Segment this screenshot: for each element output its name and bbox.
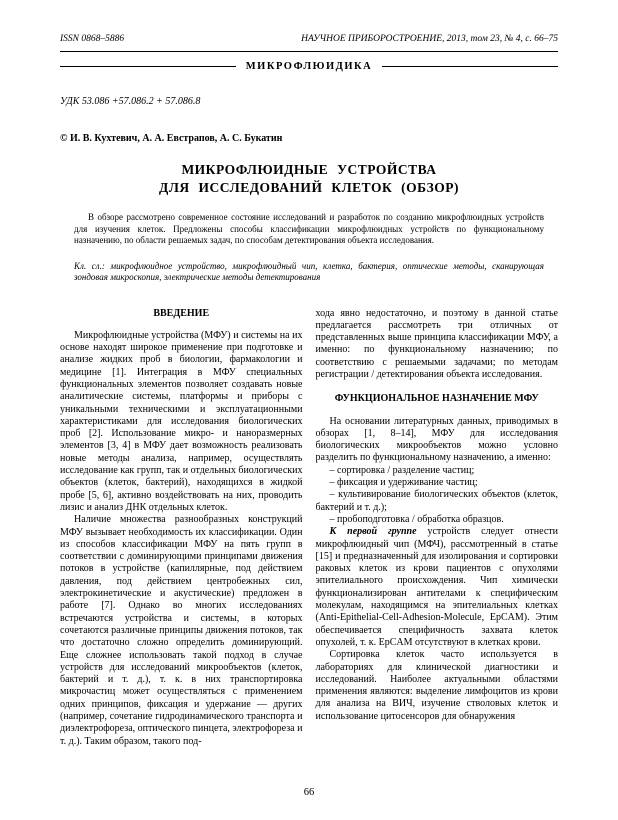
first-group-paragraph	[316, 526, 559, 649]
functional-purpose-heading: ФУНКЦИОНАЛЬНОЕ НАЗНАЧЕНИЕ МФУ	[334, 393, 539, 405]
content-columns	[60, 308, 558, 748]
classification-paragraph: На основании литературных данных, приводимых в обзорах [1, 8–14], МФУ для исследования биологических микрообъектов можно условно разделить по функциональному назначению, а именно:	[315, 415, 558, 464]
banner-rule-right	[382, 66, 558, 67]
right-column	[316, 308, 559, 748]
sorting-paragraph: Сортировка клеток часто используется в лабораториях для клинической диагностики и исследований. Наиболее актуальными областями применения являются: выделение лимфоцитов из крови для анализа на ВИЧ, изучение стволовых клеток и использование цитосенсоров для обнаружения	[315, 649, 558, 722]
list-item-cultivation: – культивирование биологических объектов (клеток, бактерий и т. д.);	[315, 489, 558, 513]
authors-line: © И. В. Кухтевич, А. А. Евстрапов, А. С. Букатин	[60, 133, 283, 144]
list-item-fixation: – фиксация и удерживание частиц;	[329, 477, 478, 489]
keywords-text: микрофлюидное устройство, микрофлюидный чип, клетка, бактерия, оптические методы, сканирующая зондовая микроскопия, электрические методы детектирования	[74, 260, 544, 282]
section-banner	[60, 61, 558, 72]
first-group-rest: устройств следует отнести микрофлюидный чип (МФЧ), рассмотренный в статье [15] и предназначенный для изолирования и сортировки раковых клеток из крови пациентов с опухолями эпителиального происхождения. Чип химически функционализирован антителами к специфическим молекулам, находящимся на эпителиальных клетках (Anti-Epithelial-Cell-Adhesion-Molecule, EpCAM). Этим обеспечивается специфичность захвата клеток опухолей, т. к. EpCAM отсутствуют в клетках крови.	[315, 526, 558, 648]
left-column	[60, 308, 303, 748]
udk-label: УДК 53.086 +57.086.2 + 57.086.8	[60, 96, 201, 107]
title-line-1: МИКРОФЛЮИДНЫЕ УСТРОЙСТВА	[181, 162, 437, 177]
abstract-text: В обзоре рассмотрено современное состояние исследований и разработок по созданию микрофлюидных устройств для изучения клеток. Предложены способы классификации микрофлюидных устройств по функциональному назначению, по области решаемых задач, по способам детектирования объекта исследования.	[74, 212, 544, 245]
intro-paragraph-1: Микрофлюидные устройства (МФУ) и системы на их основе находят широкое применение при подготовке и анализе жидких проб в биологии, фармакологии и медицине [1]. Интеграция в МФУ специальных функциональных элементов позволяет создавать новые аналитические системы, платформы и приборы с уникальными техническими и эксплуатационными характеристиками для исследования биологических проб [2]. Использование микро- и наноразмерных элементов [3, 4] в МФУ дает возможность реализовать новые методы анализа, например, осуществлять исследование как групп, так и отдельных биологических объектов (клеток, бактерий), находящихся в жидкой пробе [5, 6], активно воздействовать на них, проводить лизис и анализ ДНК отдельных клеток.	[60, 329, 303, 513]
banner-rule-left	[60, 66, 236, 67]
classification-list	[316, 465, 559, 526]
list-item-sorting: – сортировка / разделение частиц;	[329, 464, 475, 476]
list-item-sample-prep: – пробоподготовка / обработка образцов.	[329, 513, 504, 525]
page-header	[60, 34, 558, 52]
continuation-paragraph: хода явно недостаточно, и поэтому в данной статье предлагается рассмотреть три отличных от представленных выше принципа классификации МФУ, а именно: по функциональному назначению; по соответствию с решаемыми задачами; по методам регистрации / детектирования объекта исследования.	[315, 307, 558, 380]
keywords-line	[60, 261, 558, 284]
journal-ref: НАУЧНОЕ ПРИБОРОСТРОЕНИЕ, 2013, том 23, № 4, c. 66–75	[301, 34, 558, 44]
issn-label: ISSN 0868–5886	[60, 34, 125, 44]
intro-paragraph-2: Наличие множества разнообразных конструкций МФУ вызывает необходимость их классификации. Один из способов классификации МФУ на пять групп в соответствии с доминирующими принципами движения потоков в устройстве (капиллярные, под действием давления, под действием центробежных сил, электрокинетические и акустические) предложен в работе [7]. Однако во многих исследованиях встречаются устройства и системы, в которых сочетаются различные принципы движения потоков, так что достаточно сложно определить доминирующий. Еще сложнее использовать такой подход в случае устройств для исследований микрообъектов (клеток, бактерий и т. д.), т. к. в них транспортировка микрочастиц может осуществляться с применением одних принципов, фиксация и удержание — других (например, сочетание гидродинамического транспорта и диэлектрофореза, оптического пинцета, электрофореза и т. д.). Таким образом, такого под-	[60, 514, 303, 747]
article-title	[60, 161, 558, 197]
introduction-heading: ВВЕДЕНИЕ	[153, 307, 210, 319]
banner-label: МИКРОФЛЮИДИКА	[245, 61, 373, 72]
keywords-label: Кл. сл.:	[74, 260, 105, 271]
abstract-block	[60, 212, 558, 247]
title-line-2: ДЛЯ ИССЛЕДОВАНИЙ КЛЕТОК (ОБЗОР)	[159, 180, 459, 195]
first-group-lead: К первой группе	[329, 526, 417, 538]
page-number: 66	[303, 787, 315, 798]
